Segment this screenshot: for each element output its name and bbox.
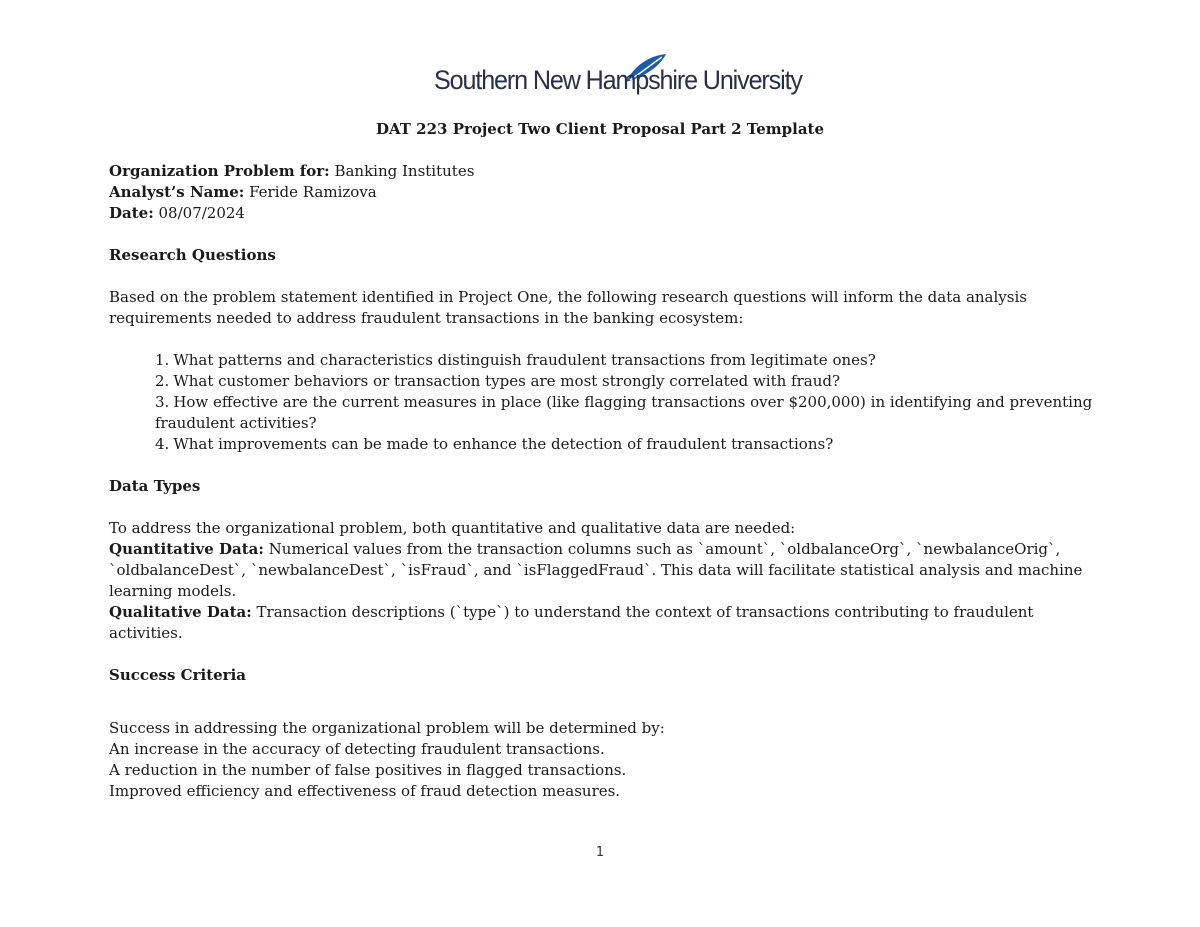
analyst-line <box>109 182 1099 203</box>
data-types-intro: To address the organizational problem, both quantitative and qualitative data are needed: <box>109 519 796 537</box>
list-item <box>155 434 1099 455</box>
org-value: Banking Institutes <box>329 162 475 180</box>
document-body <box>109 161 1099 802</box>
date-label: Date: <box>109 204 154 222</box>
list-item-number: 1. <box>155 351 170 369</box>
date-value: 08/07/2024 <box>153 204 245 222</box>
page-number: 1 <box>595 845 605 860</box>
list-item-text: What improvements can be made to enhance the detection of fraudulent transactions? <box>173 435 834 453</box>
document-title: DAT 223 Project Two Client Proposal Part 2 Template <box>375 120 825 138</box>
list-item-text: How effective are the current measures in place (like flagging transactions over $200,000) in identifying and preventing fraudulent activities? <box>155 393 1093 432</box>
logo-text: Southern New Hampshire University <box>434 65 802 95</box>
success-intro: Success in addressing the organizational problem will be determined by: <box>109 719 665 737</box>
quantitative-text: Numerical values from the transaction columns such as `amount`, `oldbalanceOrg`, `newbalanceOrig`, `oldbalanceDest`, `newbalanceDest`, `isFraud`, and `isFlaggedFraud`. This data will facilitate statistical analysis and machine learning models. <box>109 540 1083 600</box>
list-item-number: 4. <box>155 435 170 453</box>
analyst-value: Feride Ramizova <box>244 183 377 201</box>
qualitative-data-paragraph <box>109 602 1099 644</box>
success-item: A reduction in the number of false positives in flagged transactions. <box>109 761 627 779</box>
list-item-number: 3. <box>155 393 170 411</box>
success-item: An increase in the accuracy of detecting fraudulent transactions. <box>109 740 605 758</box>
research-heading: Research Questions <box>109 246 276 264</box>
quantitative-label: Quantitative Data: <box>109 540 264 558</box>
data-types-heading: Data Types <box>109 477 201 495</box>
success-item: Improved efficiency and effectiveness of fraud detection measures. <box>109 782 621 800</box>
qualitative-label: Qualitative Data: <box>109 603 252 621</box>
university-logo <box>434 52 802 104</box>
list-item-text: What customer behaviors or transaction types are most strongly correlated with fraud? <box>173 372 841 390</box>
date-line <box>109 203 1099 224</box>
research-intro: Based on the problem statement identified in Project One, the following research questions will inform the data analysis requirements needed to address fraudulent transactions in the banking ecosystem: <box>109 288 1027 327</box>
list-item <box>155 371 1099 392</box>
org-label: Organization Problem for: <box>109 162 330 180</box>
list-item-text: What patterns and characteristics distinguish fraudulent transactions from legitimate ones? <box>173 351 876 369</box>
success-heading: Success Criteria <box>109 666 246 684</box>
analyst-label: Analyst’s Name: <box>109 183 245 201</box>
org-problem-line <box>109 161 1099 182</box>
research-question-list <box>109 350 1099 455</box>
qualitative-text: Transaction descriptions (`type`) to understand the context of transactions contributing to fraudulent activities. <box>109 603 1034 642</box>
quantitative-data-paragraph <box>109 539 1099 602</box>
list-item <box>155 392 1099 434</box>
list-item-number: 2. <box>155 372 170 390</box>
list-item <box>155 350 1099 371</box>
